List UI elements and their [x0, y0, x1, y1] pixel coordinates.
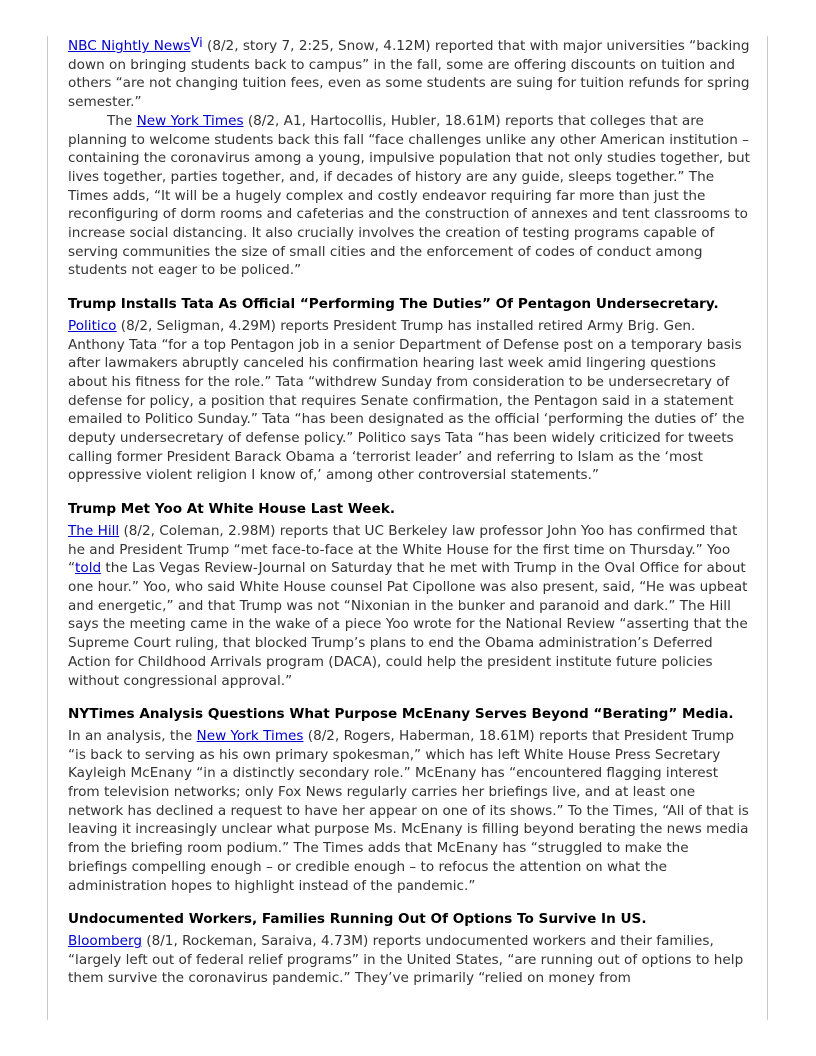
- headline-tata: Trump Installs Tata As Official “Performing The Duties” Of Pentagon Undersecretary.: [68, 296, 719, 313]
- link-new-york-times[interactable]: New York Times: [136, 112, 244, 129]
- article-undocumented-body: [68, 932, 752, 988]
- intro-paragraph-2-text: (8/2, A1, Hartocollis, Hubler, 18.61M) reports that colleges that are planning to welcome students back this fall “face challenges unlike any other American institution – containing the coronavirus among a young, impulsive population that not only studies together, but lives together, parties together, and, if decades of history are any guide, sleeps together.” The Times adds, “It will be a hugely complex and costly endeavor requiring far more than just the reconfiguring of dorm rooms and cafeterias and the construction of annexes and tent classrooms to increase social distancing. It also crucially involves the creation of testing programs capable of serving communities the size of small cities and the enforcement of codes of conduct among students not eager to be policed.”: [68, 112, 750, 279]
- headline-mcenany: NYTimes Analysis Questions What Purpose McEnany Serves Beyond “Berating” Media.: [68, 706, 734, 723]
- article-undocumented-text: (8/1, Rockeman, Saraiva, 4.73M) reports undocumented workers and their families, “largely left out of federal relief programs” in the United States, “are running out of options to help them survive the coronavirus pandemic.” They’ve primarily “relied on money from: [68, 932, 744, 987]
- document-page: [47, 36, 768, 1020]
- article-mcenany-text: (8/2, Rogers, Haberman, 18.61M) reports that President Trump “is back to serving as his own primary spokesman,” which has left White House Press Secretary Kayleigh McEnany “in a distinctly secondary role.” McEnany has “encountered flagging interest from television networks; only Fox News regularly carries her briefings live, and at least one network has declined a request to have her appear on one of its shows.” To the Times, “All of that is leaving it increasingly unclear what purpose Ms. McEnany is filling beyond berating the news media from the briefing room podium.” The Times adds that McEnany has “struggled to make the briefings compelling enough – or credible enough – to refocus the attention on what the administration hopes to highlight instead of the pandemic.”: [68, 727, 749, 894]
- document-content: [68, 37, 752, 988]
- intro-paragraph-2-pre: The: [107, 112, 137, 129]
- intro-paragraph-1: [68, 37, 752, 112]
- article-mcenany-pre: In an analysis, the: [68, 727, 197, 744]
- headline-undocumented: Undocumented Workers, Families Running Out Of Options To Survive In US.: [68, 911, 647, 928]
- article-tata-text: (8/2, Seligman, 4.29M) reports President Trump has installed retired Army Brig. Gen. Anthony Tata “for a top Pentagon job in a senior Department of Defense post on a temporary basis after lawmakers abruptly canceled his confirmation hearing last week amid lingering questions about his fitness for the role.” Tata “withdrew Sunday from consideration to be undersecretary of defense for policy, a position that requires Senate confirmation, the Pentagon said in a statement emailed to Politico Sunday.” Tata “has been designated as the official ‘performing the duties of’ the deputy undersecretary of defense policy.” Politico says Tata “has been widely criticized for tweets calling former President Barack Obama a ‘terrorist leader’ and referring to Islam as the ‘most oppressive violent religion I know of,’ among other controversial statements.”: [68, 317, 745, 484]
- article-yoo-body: [68, 522, 752, 690]
- video-indicator[interactable]: Vi: [190, 36, 203, 51]
- headline-yoo: Trump Met Yoo At White House Last Week.: [68, 501, 396, 518]
- link-bloomberg[interactable]: Bloomberg: [68, 932, 142, 949]
- article-yoo-text-2: the Las Vegas Review-Journal on Saturday that he met with Trump in the Oval Office for about one hour.” Yoo, who said White House counsel Pat Cipollone was also present, said, “He was upbeat and energetic,” and that Trump was not “Nixonian in the bunker and paranoid and dark.” The Hill says the meeting came in the wake of a piece Yoo wrote for the National Review “asserting that the Supreme Court ruling, that blocked Trump’s plans to end the Obama administration’s Deferred Action for Childhood Arrivals program (DACA), could help the president institute future policies without congressional approval.”: [68, 560, 748, 689]
- article-yoo-text-1: (8/2, Coleman, 2.98M) reports that UC Berkeley law professor John Yoo has confirmed that he and President Trump “met face-to-face at the White House for the first time on Thursday.” Yoo “: [68, 522, 738, 577]
- link-told[interactable]: told: [75, 560, 102, 577]
- link-politico[interactable]: Politico: [68, 317, 117, 334]
- article-mcenany-body: [68, 727, 752, 895]
- link-nbc-nightly-news[interactable]: NBC Nightly News: [68, 38, 191, 54]
- intro-paragraph-1-text: (8/2, story 7, 2:25, Snow, 4.12M) reported that with major universities “backing down on bringing students back to campus” in the fall, some are offering discounts on tuition and others “are not changing tuition fees, even as some students are suing for tuition refunds for spring semester.”: [68, 38, 750, 111]
- intro-paragraph-2: [68, 112, 752, 280]
- link-the-hill[interactable]: The Hill: [68, 522, 120, 539]
- link-new-york-times-2[interactable]: New York Times: [196, 727, 304, 744]
- article-tata-body: [68, 317, 752, 485]
